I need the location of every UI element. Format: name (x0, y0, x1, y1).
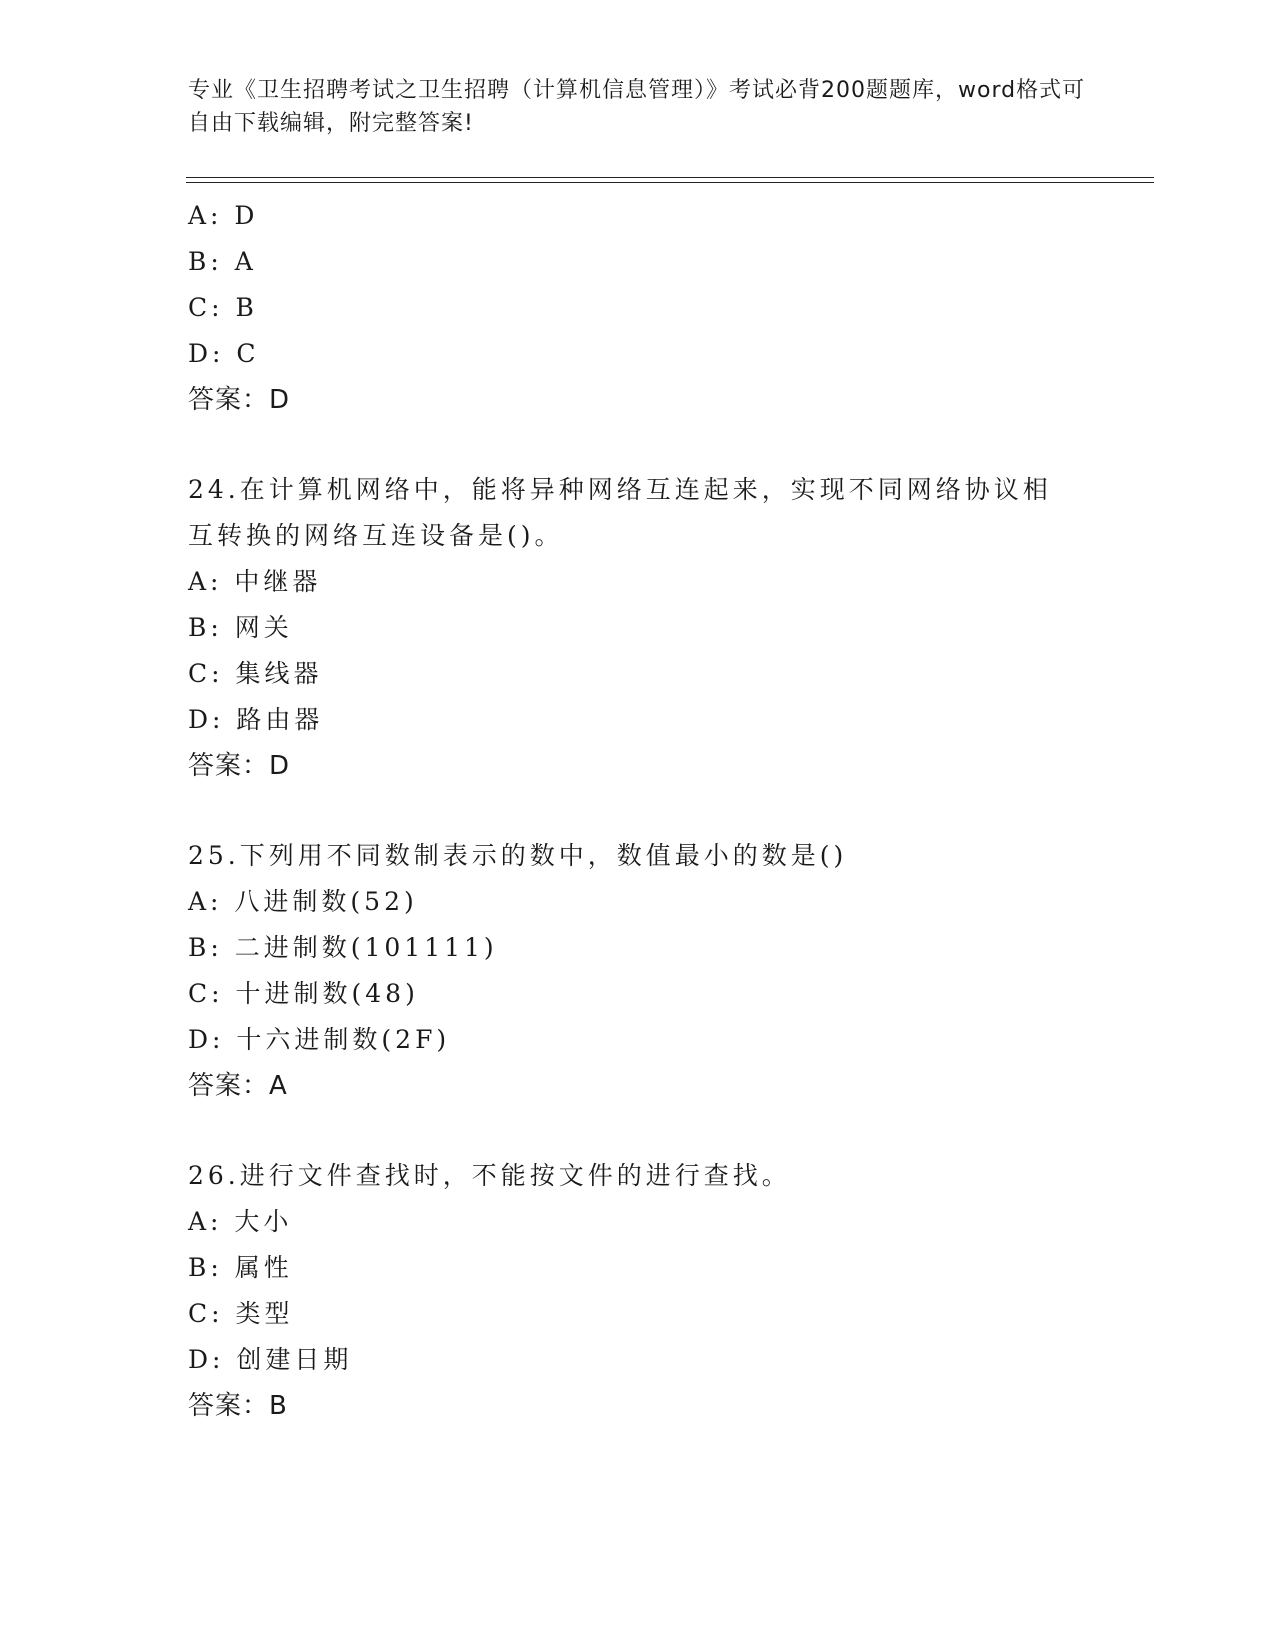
option-a: A: 中继器 (188, 567, 322, 596)
header-rule-bottom (186, 182, 1154, 183)
option-c: C: 十进制数(48) (188, 979, 419, 1008)
option-d: D: C (188, 339, 260, 368)
option-b: B: 二进制数(101111) (188, 933, 498, 962)
option-b: B: 网关 (188, 613, 293, 642)
spacer (188, 789, 1108, 833)
question-list (188, 193, 1108, 1429)
question-text: 25.下列用不同数制表示的数中，数值最小的数是() (188, 841, 848, 870)
option-d: D: 十六进制数(2F) (188, 1025, 451, 1054)
answer-line: 答案：B (188, 1391, 288, 1421)
question-25-block (188, 833, 1108, 1109)
answer-line: 答案：D (188, 385, 291, 415)
option-d: D: 路由器 (188, 705, 324, 734)
question-text: 24.在计算机网络中，能将异种网络互连起来，实现不同网络协议相互转换的网络互连设备是()。 (188, 475, 1052, 550)
option-a: A: 大小 (188, 1207, 293, 1236)
spacer (188, 1109, 1108, 1153)
question-26-block (188, 1153, 1108, 1429)
answer-line: 答案：D (188, 751, 291, 781)
spacer (188, 423, 1108, 467)
option-a: A: 八进制数(52) (188, 887, 418, 916)
question-24-block (188, 467, 1108, 789)
question-text: 26.进行文件查找时，不能按文件的进行查找。 (188, 1161, 791, 1190)
document-header: 专业《卫生招聘考试之卫生招聘（计算机信息管理）》考试必背200题题库，word格式可自由下载编辑，附完整答案! (188, 78, 1086, 136)
option-b: B: A (188, 247, 257, 276)
option-c: C: B (188, 293, 258, 322)
option-b: B: 属性 (188, 1253, 293, 1282)
question-23-block (188, 193, 1108, 423)
option-c: C: 类型 (188, 1299, 294, 1328)
header-rule-top (186, 177, 1154, 178)
option-c: C: 集线器 (188, 659, 323, 688)
option-d: D: 创建日期 (188, 1345, 353, 1374)
answer-line: 答案：A (188, 1071, 288, 1101)
option-a: A: D (188, 201, 259, 230)
